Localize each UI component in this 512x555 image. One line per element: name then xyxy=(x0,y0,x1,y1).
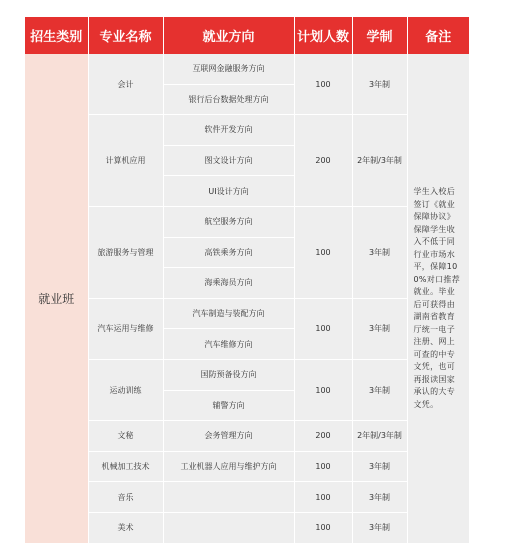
direction-cell: 工业机器人应用与维护方向 xyxy=(163,451,294,482)
plan-count-cell: 100 xyxy=(294,206,352,298)
direction-cell: 汽车制造与装配方向 xyxy=(163,298,294,329)
major-name-cell: 运动训练 xyxy=(88,359,163,420)
table-row xyxy=(25,482,469,513)
duration-cell: 3年制 xyxy=(352,451,407,482)
major-name-cell: 会计 xyxy=(88,54,163,115)
plan-count-cell: 100 xyxy=(294,451,352,482)
direction-cell: 软件开发方向 xyxy=(163,115,294,146)
direction-cell: 图文设计方向 xyxy=(163,145,294,176)
major-name-cell: 美术 xyxy=(88,512,163,543)
plan-count-cell: 200 xyxy=(294,421,352,452)
direction-cell: 航空服务方向 xyxy=(163,206,294,237)
duration-cell: 3年制 xyxy=(352,512,407,543)
table-row xyxy=(25,451,469,482)
duration-cell: 3年制 xyxy=(352,206,407,298)
direction-cell xyxy=(163,482,294,513)
direction-cell: 汽车维修方向 xyxy=(163,329,294,360)
enrollment-table xyxy=(25,17,469,544)
plan-count-cell: 100 xyxy=(294,482,352,513)
header-major: 专业名称 xyxy=(88,17,163,54)
major-name-cell: 旅游服务与管理 xyxy=(88,206,163,298)
table-row xyxy=(25,54,469,84)
duration-cell: 3年制 xyxy=(352,54,407,115)
direction-cell: 互联网金融服务方向 xyxy=(163,54,294,84)
duration-cell: 2年制/3年制 xyxy=(352,421,407,452)
table-row xyxy=(25,359,469,390)
header-category: 招生类别 xyxy=(25,17,88,54)
table-row xyxy=(25,206,469,237)
table-row xyxy=(25,115,469,146)
direction-cell: 辅警方向 xyxy=(163,390,294,421)
note-text: 学生入校后签订《就业保障协议》保障学生收入不低于同行业市场水平，保障100%对口推荐就业。毕业后可获得由湖南省教育厅统一电子注册、网上可查的中专文凭，也可再报读国家承认的大专文凭。 xyxy=(413,187,460,409)
direction-cell: 会务管理方向 xyxy=(163,421,294,452)
table-row xyxy=(25,512,469,543)
major-name-cell: 汽车运用与维修 xyxy=(88,298,163,359)
direction-cell: 国防预备役方向 xyxy=(163,359,294,390)
header-note: 备注 xyxy=(407,17,469,54)
header-duration: 学制 xyxy=(352,17,407,54)
category-cell: 就业班 xyxy=(25,54,88,543)
plan-count-cell: 100 xyxy=(294,359,352,420)
table-row xyxy=(25,421,469,452)
direction-cell: UI设计方向 xyxy=(163,176,294,207)
duration-cell: 3年制 xyxy=(352,359,407,420)
direction-cell xyxy=(163,512,294,543)
plan-count-cell: 100 xyxy=(294,512,352,543)
header-direction: 就业方向 xyxy=(163,17,294,54)
duration-cell: 2年制/3年制 xyxy=(352,115,407,207)
plan-count-cell: 100 xyxy=(294,54,352,115)
note-cell xyxy=(407,54,469,543)
direction-cell: 高铁乘务方向 xyxy=(163,237,294,268)
plan-count-cell: 200 xyxy=(294,115,352,207)
major-name-cell: 文秘 xyxy=(88,421,163,452)
direction-cell: 银行后台数据处理方向 xyxy=(163,84,294,115)
major-name-cell: 机械加工技术 xyxy=(88,451,163,482)
major-name-cell: 计算机应用 xyxy=(88,115,163,207)
table-body xyxy=(25,54,469,543)
table-row xyxy=(25,298,469,329)
major-name-cell: 音乐 xyxy=(88,482,163,513)
plan-count-cell: 100 xyxy=(294,298,352,359)
duration-cell: 3年制 xyxy=(352,482,407,513)
direction-cell: 海乘海员方向 xyxy=(163,268,294,299)
header-row xyxy=(25,17,469,54)
header-plan-count: 计划人数 xyxy=(294,17,352,54)
duration-cell: 3年制 xyxy=(352,298,407,359)
